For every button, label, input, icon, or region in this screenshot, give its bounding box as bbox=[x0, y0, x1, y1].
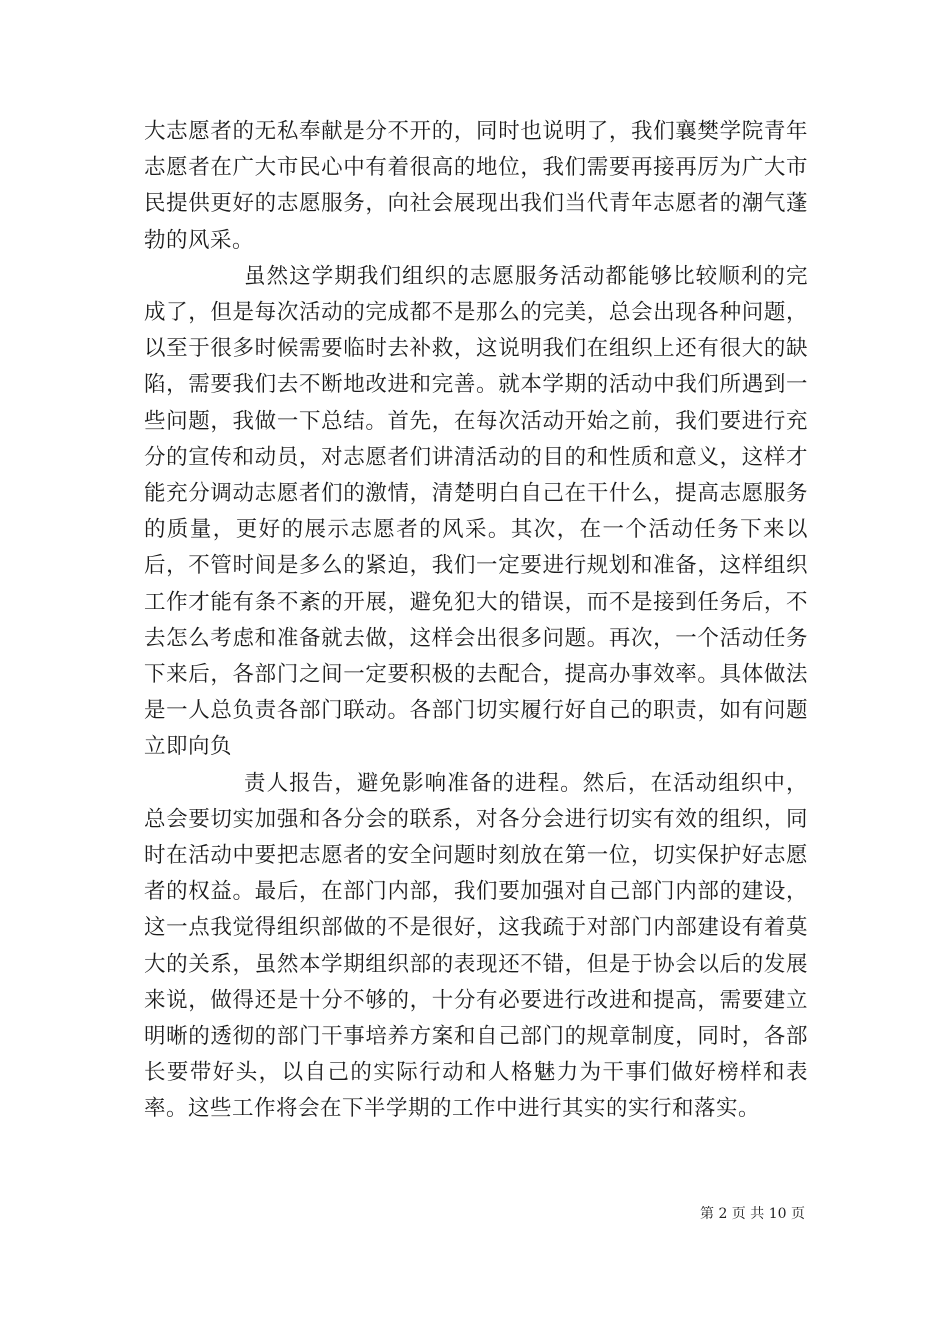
paragraph-1: 大志愿者的无私奉献是分不开的，同时也说明了，我们襄樊学院青年志愿者在广大市民心中有着很高的地位，我们需要再接再厉为广大市民提供更好的志愿服务，向社会展现出我们当代青年志愿者的潮气蓬勃的风采。 bbox=[144, 119, 808, 253]
body-text bbox=[144, 114, 808, 1128]
paragraph-3: 责人报告，避免影响准备的进程。然后，在活动组织中，总会要切实加强和各分会的联系，对各分会进行切实有效的组织，同时在活动中要把志愿者的安全问题时刻放在第一位，切实保护好志愿者的权益。最后，在部门内部，我们要加强对自己部门内部的建设，这一点我觉得组织部做的不是很好，这我疏于对部门内部建设有着莫大的关系，虽然本学期组织部的表现还不错，但是于协会以后的发展来说，做得还是十分不够的，十分有必要进行改进和提高，需要建立明晰的透彻的部门干事培养方案和自己部门的规章制度，同时，各部长要带好头，以自己的实际行动和人格魅力为干事们做好榜样和表率。这些工作将会在下半学期的工作中进行其实的实行和落实。 bbox=[144, 770, 808, 1122]
page-footer: 第 2 页 共 10 页 bbox=[700, 1206, 805, 1222]
paragraph-2: 虽然这学期我们组织的志愿服务活动都能够比较顺利的完成了，但是每次活动的完成都不是那么的完美，总会出现各种问题，以至于很多时候需要临时去补救，这说明我们在组织上还有很大的缺陷，需要我们去不断地改进和完善。就本学期的活动中我们所遇到一些问题，我做一下总结。首先，在每次活动开始之前，我们要进行充分的宣传和动员，对志愿者们讲清活动的目的和性质和意义，这样才能充分调动志愿者们的激情，清楚明白自己在干什么，提高志愿服务的质量，更好的展示志愿者的风采。其次，在一个活动任务下来以后，不管时间是多么的紧迫，我们一定要进行规划和准备，这样组织工作才能有条不紊的开展，避免犯大的错误，而不是接到任务后，不去怎么考虑和准备就去做，这样会出很多问题。再次，一个活动任务下来后，各部门之间一定要积极的去配合，提高办事效率。具体做法是一人总负责各部门联动。各部门切实履行好自己的职责，如有问题立即向负 bbox=[144, 263, 808, 760]
